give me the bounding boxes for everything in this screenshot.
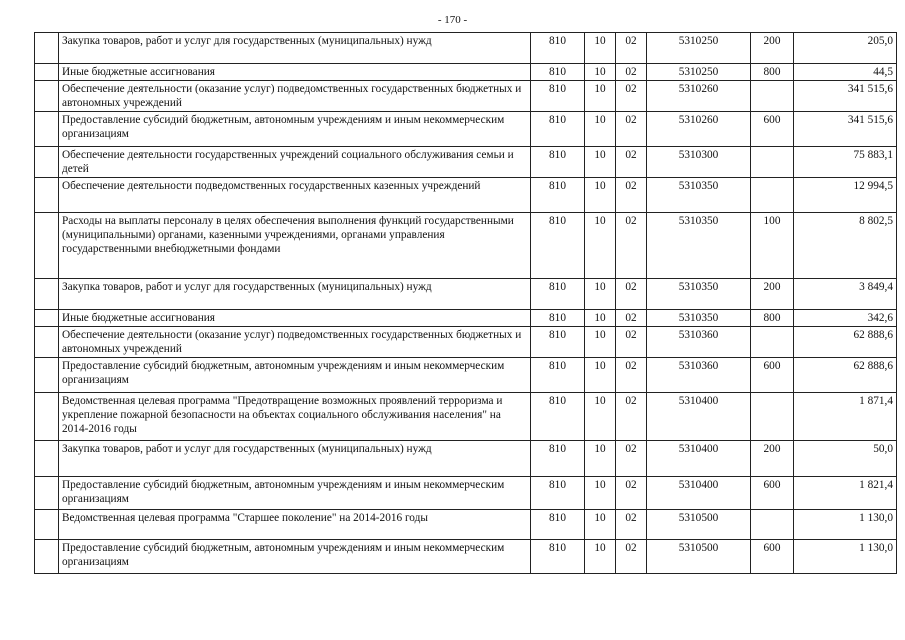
item-name-cell: Обеспечение деятельности подведомственных государственных казенных учреждений xyxy=(59,178,531,213)
item-name-cell: Предоставление субсидий бюджетным, автономным учреждениям и иным некоммерческим организациям xyxy=(59,540,531,574)
amount-cell: 3 849,4 xyxy=(794,279,897,310)
subsection-code-cell: 02 xyxy=(616,477,647,510)
expense-type-cell xyxy=(751,81,794,112)
table-row xyxy=(35,112,897,147)
expense-type-cell: 600 xyxy=(751,477,794,510)
target-article-cell: 5310250 xyxy=(647,64,751,81)
blank-cell xyxy=(35,327,59,358)
item-name-cell: Иные бюджетные ассигнования xyxy=(59,64,531,81)
table-row xyxy=(35,147,897,178)
subsection-code-cell: 02 xyxy=(616,64,647,81)
table-row xyxy=(35,441,897,477)
item-name-cell: Предоставление субсидий бюджетным, автономным учреждениям и иным некоммерческим организациям xyxy=(59,477,531,510)
target-article-cell: 5310350 xyxy=(647,178,751,213)
ved-code-cell: 810 xyxy=(531,327,585,358)
item-name-cell: Расходы на выплаты персоналу в целях обеспечения выполнения функций государственными (муниципальными) органами, казенными учреждениями, органами управления государственными внебюджетными фондами xyxy=(59,213,531,279)
ved-code-cell: 810 xyxy=(531,510,585,540)
section-code-cell: 10 xyxy=(585,510,616,540)
table-row xyxy=(35,33,897,64)
amount-cell: 342,6 xyxy=(794,310,897,327)
section-code-cell: 10 xyxy=(585,477,616,510)
blank-cell xyxy=(35,178,59,213)
target-article-cell: 5310350 xyxy=(647,310,751,327)
item-name-cell: Ведомственная целевая программа "Предотвращение возможных проявлений терроризма и укрепление пожарной безопасности на объектах социального обслуживания населения" на 2014-2016 годы xyxy=(59,393,531,441)
expense-type-cell: 600 xyxy=(751,358,794,393)
ved-code-cell: 810 xyxy=(531,178,585,213)
blank-cell xyxy=(35,112,59,147)
table-row xyxy=(35,213,897,279)
table-row xyxy=(35,540,897,574)
section-code-cell: 10 xyxy=(585,81,616,112)
ved-code-cell: 810 xyxy=(531,279,585,310)
section-code-cell: 10 xyxy=(585,540,616,574)
subsection-code-cell: 02 xyxy=(616,393,647,441)
target-article-cell: 5310400 xyxy=(647,477,751,510)
ved-code-cell: 810 xyxy=(531,441,585,477)
subsection-code-cell: 02 xyxy=(616,33,647,64)
amount-cell: 50,0 xyxy=(794,441,897,477)
table-row xyxy=(35,279,897,310)
target-article-cell: 5310400 xyxy=(647,441,751,477)
target-article-cell: 5310360 xyxy=(647,358,751,393)
item-name-cell: Предоставление субсидий бюджетным, автономным учреждениям и иным некоммерческим организациям xyxy=(59,112,531,147)
amount-cell: 1 130,0 xyxy=(794,510,897,540)
blank-cell xyxy=(35,477,59,510)
amount-cell: 341 515,6 xyxy=(794,81,897,112)
table-row xyxy=(35,510,897,540)
item-name-cell: Обеспечение деятельности (оказание услуг) подведомственных государственных бюджетных и автономных учреждений xyxy=(59,81,531,112)
ved-code-cell: 810 xyxy=(531,213,585,279)
ved-code-cell: 810 xyxy=(531,64,585,81)
amount-cell: 44,5 xyxy=(794,64,897,81)
amount-cell: 1 130,0 xyxy=(794,540,897,574)
ved-code-cell: 810 xyxy=(531,112,585,147)
target-article-cell: 5310260 xyxy=(647,112,751,147)
blank-cell xyxy=(35,33,59,64)
expense-type-cell: 200 xyxy=(751,33,794,64)
expense-type-cell xyxy=(751,393,794,441)
blank-cell xyxy=(35,213,59,279)
section-code-cell: 10 xyxy=(585,393,616,441)
ved-code-cell: 810 xyxy=(531,81,585,112)
amount-cell: 62 888,6 xyxy=(794,327,897,358)
expense-type-cell: 100 xyxy=(751,213,794,279)
item-name-cell: Закупка товаров, работ и услуг для государственных (муниципальных) нужд xyxy=(59,279,531,310)
expense-type-cell: 200 xyxy=(751,279,794,310)
ved-code-cell: 810 xyxy=(531,147,585,178)
ved-code-cell: 810 xyxy=(531,477,585,510)
table-row xyxy=(35,81,897,112)
expense-type-cell: 600 xyxy=(751,112,794,147)
section-code-cell: 10 xyxy=(585,441,616,477)
target-article-cell: 5310300 xyxy=(647,147,751,178)
amount-cell: 75 883,1 xyxy=(794,147,897,178)
blank-cell xyxy=(35,310,59,327)
blank-cell xyxy=(35,64,59,81)
table-row xyxy=(35,358,897,393)
target-article-cell: 5310360 xyxy=(647,327,751,358)
target-article-cell: 5310260 xyxy=(647,81,751,112)
target-article-cell: 5310350 xyxy=(647,213,751,279)
subsection-code-cell: 02 xyxy=(616,279,647,310)
expense-type-cell: 800 xyxy=(751,310,794,327)
target-article-cell: 5310400 xyxy=(647,393,751,441)
target-article-cell: 5310350 xyxy=(647,279,751,310)
section-code-cell: 10 xyxy=(585,147,616,178)
amount-cell: 62 888,6 xyxy=(794,358,897,393)
subsection-code-cell: 02 xyxy=(616,112,647,147)
table-row xyxy=(35,393,897,441)
ved-code-cell: 810 xyxy=(531,358,585,393)
page-number: - 170 - xyxy=(437,14,468,26)
amount-cell: 12 994,5 xyxy=(794,178,897,213)
subsection-code-cell: 02 xyxy=(616,178,647,213)
item-name-cell: Ведомственная целевая программа "Старшее поколение" на 2014-2016 годы xyxy=(59,510,531,540)
subsection-code-cell: 02 xyxy=(616,310,647,327)
table-row xyxy=(35,327,897,358)
section-code-cell: 10 xyxy=(585,33,616,64)
amount-cell: 8 802,5 xyxy=(794,213,897,279)
subsection-code-cell: 02 xyxy=(616,327,647,358)
blank-cell xyxy=(35,147,59,178)
item-name-cell: Закупка товаров, работ и услуг для государственных (муниципальных) нужд xyxy=(59,33,531,64)
table-row xyxy=(35,310,897,327)
ved-code-cell: 810 xyxy=(531,393,585,441)
subsection-code-cell: 02 xyxy=(616,81,647,112)
expense-type-cell xyxy=(751,178,794,213)
blank-cell xyxy=(35,393,59,441)
section-code-cell: 10 xyxy=(585,64,616,81)
subsection-code-cell: 02 xyxy=(616,358,647,393)
section-code-cell: 10 xyxy=(585,358,616,393)
subsection-code-cell: 02 xyxy=(616,213,647,279)
expense-type-cell: 200 xyxy=(751,441,794,477)
target-article-cell: 5310250 xyxy=(647,33,751,64)
item-name-cell: Обеспечение деятельности государственных учреждений социального обслуживания семьи и детей xyxy=(59,147,531,178)
section-code-cell: 10 xyxy=(585,112,616,147)
blank-cell xyxy=(35,358,59,393)
item-name-cell: Закупка товаров, работ и услуг для государственных (муниципальных) нужд xyxy=(59,441,531,477)
item-name-cell: Иные бюджетные ассигнования xyxy=(59,310,531,327)
blank-cell xyxy=(35,441,59,477)
expense-type-cell: 600 xyxy=(751,540,794,574)
blank-cell xyxy=(35,540,59,574)
item-name-cell: Предоставление субсидий бюджетным, автономным учреждениям и иным некоммерческим организациям xyxy=(59,358,531,393)
expense-type-cell xyxy=(751,510,794,540)
expense-type-cell xyxy=(751,327,794,358)
section-code-cell: 10 xyxy=(585,310,616,327)
budget-table xyxy=(34,32,897,574)
subsection-code-cell: 02 xyxy=(616,540,647,574)
section-code-cell: 10 xyxy=(585,213,616,279)
blank-cell xyxy=(35,279,59,310)
item-name-cell: Обеспечение деятельности (оказание услуг) подведомственных государственных бюджетных и автономных учреждений xyxy=(59,327,531,358)
ved-code-cell: 810 xyxy=(531,33,585,64)
blank-cell xyxy=(35,81,59,112)
subsection-code-cell: 02 xyxy=(616,147,647,178)
table-row xyxy=(35,477,897,510)
amount-cell: 341 515,6 xyxy=(794,112,897,147)
section-code-cell: 10 xyxy=(585,178,616,213)
expense-type-cell xyxy=(751,147,794,178)
ved-code-cell: 810 xyxy=(531,540,585,574)
target-article-cell: 5310500 xyxy=(647,510,751,540)
ved-code-cell: 810 xyxy=(531,310,585,327)
blank-cell xyxy=(35,510,59,540)
expense-type-cell: 800 xyxy=(751,64,794,81)
amount-cell: 205,0 xyxy=(794,33,897,64)
subsection-code-cell: 02 xyxy=(616,441,647,477)
amount-cell: 1 821,4 xyxy=(794,477,897,510)
target-article-cell: 5310500 xyxy=(647,540,751,574)
budget-table-body xyxy=(35,33,897,574)
subsection-code-cell: 02 xyxy=(616,510,647,540)
table-row xyxy=(35,178,897,213)
section-code-cell: 10 xyxy=(585,327,616,358)
table-row xyxy=(35,64,897,81)
amount-cell: 1 871,4 xyxy=(794,393,897,441)
section-code-cell: 10 xyxy=(585,279,616,310)
